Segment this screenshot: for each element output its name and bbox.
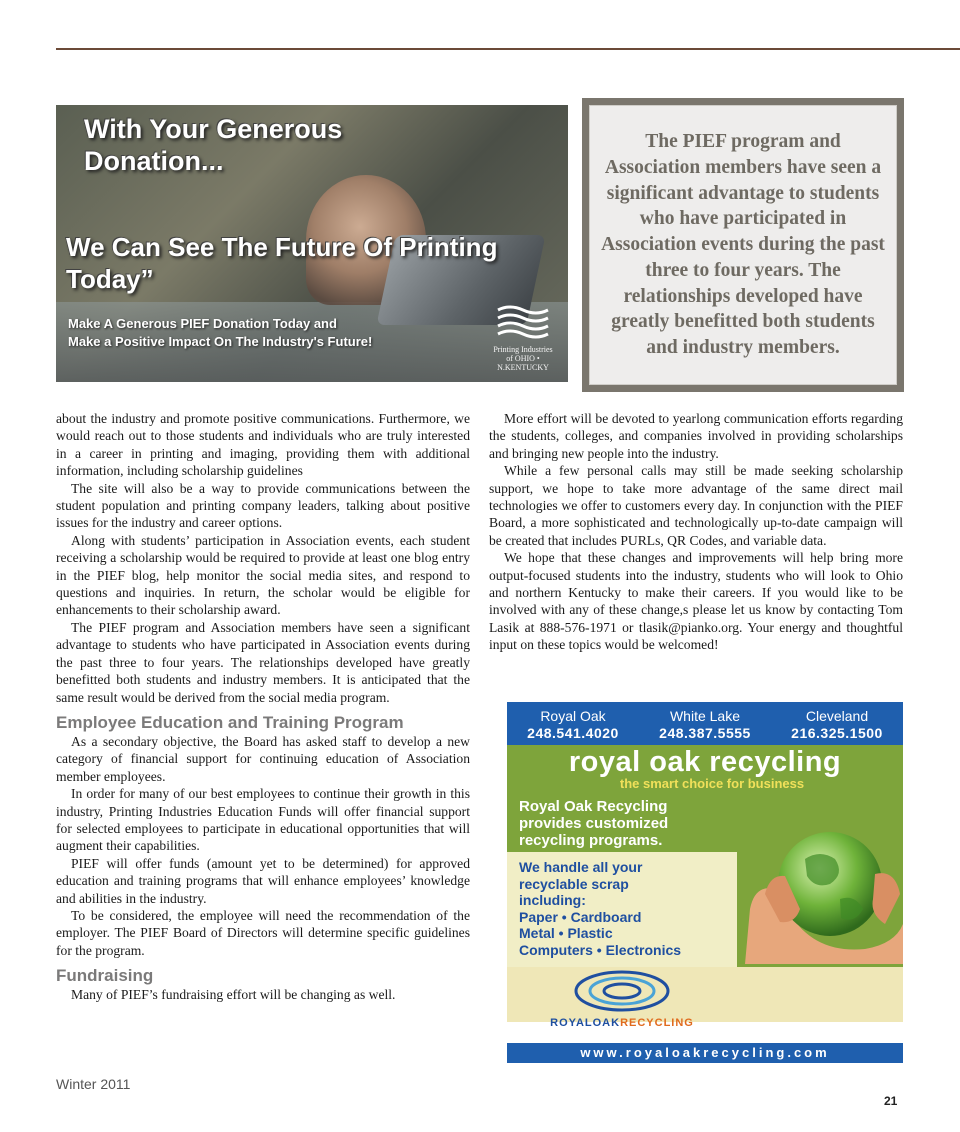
top-rule [56, 48, 960, 50]
ad-provides-line: recycling programs. [519, 832, 663, 849]
ad-handle-line: Metal • Plastic [519, 925, 613, 942]
globe-in-hands-icon [745, 814, 903, 964]
ad-location-city: Cleveland [805, 708, 869, 724]
logo-part-royaloak: ROYALOAK [550, 1017, 621, 1029]
ad-location [527, 708, 619, 745]
pull-quote-box [582, 98, 904, 392]
wave-flag-icon [496, 304, 550, 342]
ad-provides-line: Royal Oak Recycling [519, 798, 668, 815]
ad-url: www.royaloakrecycling.com [507, 1043, 903, 1063]
section-heading-fundraising: Fundraising [56, 966, 154, 986]
ad-handle-line: including: [519, 892, 586, 909]
ad-handle-line: recyclable scrap [519, 875, 629, 892]
pull-quote-text: The PIEF program and Association members have seen a significant advantage to students who have participated in Association events during the past three to four years. The relationships developed have greatly benefitted both students and industry members. [601, 130, 885, 359]
ad-provides-text [519, 798, 668, 849]
paragraph: Many of PIEF’s fundraising effort will be changing as well. [71, 987, 396, 1003]
ad-location-city: White Lake [669, 708, 741, 724]
ad-location-phone: 216.325.1500 [791, 725, 883, 741]
paragraph: about the industry and promote positive communications. Furthermore, we would reach out to those students and individuals who are truly interested in a career in printing and imaging, providing them with additional information, including scholarship guidelines [56, 411, 470, 479]
paragraph: PIEF will offer funds (amount yet to be determined) for approved education and training programs that will enhance employees’ knowledge and abilities in the industry. [56, 855, 470, 906]
promo-subtext-line-1: Make A Generous PIEF Donation Today and [68, 316, 337, 331]
ad-location-bar [507, 702, 903, 745]
promo-subtext-line-2: Make a Positive Impact On The Industry's Future! [68, 334, 373, 349]
ad-handle-text [519, 859, 681, 959]
paragraph: The site will also be a way to provide communications between the student population and printing company leaders, talking about positive issues for the industry and career options. [56, 480, 470, 531]
ad-handle-line: We handle all your [519, 859, 643, 875]
royal-oak-logo-text [527, 1017, 717, 1029]
ad-location-phone: 248.387.5555 [659, 725, 751, 741]
promo-headline-2: We Can See The Future Of Printing Today” [66, 232, 498, 294]
issue-label: Winter 2011 [56, 1076, 131, 1092]
ad-handle-line: Paper • Cardboard [519, 908, 642, 925]
right-article-column [489, 410, 903, 654]
section-heading-employee-education: Employee Education and Training Program [56, 712, 404, 732]
paragraph: While a few personal calls may still be made seeking scholarship support, we hope to take more advantage of the same direct mail technologies we offer to customers every day. In conjunction with the PIEF Board, a more sophisticated and technologically up-to-date campaign will be created that includes PURLs, QR Codes, and variable data. [489, 463, 903, 548]
paragraph: We hope that these changes and improvements will help bring more output-focused students into the industry, students who will look to Ohio and northern Kentucky to make their careers. If you would like to be involved with any of these change,s please let us know by contacting Tom Lasik at 888-576-1971 or tlasik@pianko.org. Your energy and thoughtful input on these topics would be welcomed! [489, 550, 903, 653]
royal-oak-logo [527, 970, 717, 1029]
paragraph: Along with students’ participation in Association events, each student receiving a scholarship would be required to provide at least one blog entry in the PIEF blog, help monitor the social media sites, and respond to questions and inquiries. In return, the scholar would be eligible for enhancements to their scholarship award. [56, 532, 470, 618]
donation-promo-image [56, 105, 568, 382]
promo-subtext [68, 315, 372, 351]
royal-oak-recycling-ad [507, 702, 903, 1063]
paragraph: In order for many of our best employees to continue their growth in this industry, Printing Industries Education Funds will offer financial support for selected employees to participate in educational opportunities that will augment their capabilities. [56, 786, 470, 854]
promo-headline-1: With Your Generous Donation... [84, 114, 343, 176]
logo-line-1: Printing Industries [493, 345, 553, 354]
ad-handle-line: Computers • Electronics [519, 941, 682, 958]
ad-tagline: the smart choice for business [619, 776, 805, 791]
paragraph: The PIEF program and Association members have seen a significant advantage to students who have participated in Association events during the past three to four years. The relationships developed have greatly benefitted both students and industry members. It is anticipated that the same result would be derived from the social media program. [56, 619, 470, 705]
ad-brand-name: royal oak recycling [568, 746, 842, 778]
ad-location [791, 708, 883, 745]
page-number: 21 [884, 1094, 898, 1108]
ad-location-city: Royal Oak [540, 708, 606, 724]
left-article-column [56, 410, 470, 1004]
swirl-logo-icon [572, 970, 672, 1012]
ad-provides-line: provides customized [519, 815, 669, 832]
ad-location [659, 708, 751, 745]
paragraph: More effort will be devoted to yearlong communication efforts regarding the students, colleges, and companies involved in providing scholarships and bringing new people into the industry. [489, 411, 903, 461]
logo-line-2: of OHIO • N.KENTUCKY [497, 354, 549, 372]
paragraph: To be considered, the employee will need the recommendation of the employer. The PIEF Board of Directors will determine specific guidelines for the program. [56, 907, 470, 958]
paragraph: As a secondary objective, the Board has asked staff to develop a new category of financial support for continuing education of Association member employees. [56, 733, 470, 784]
logo-part-recycling: RECYCLING [620, 1017, 694, 1029]
ad-location-phone: 248.541.4020 [527, 725, 619, 741]
printing-industries-logo [488, 304, 558, 372]
